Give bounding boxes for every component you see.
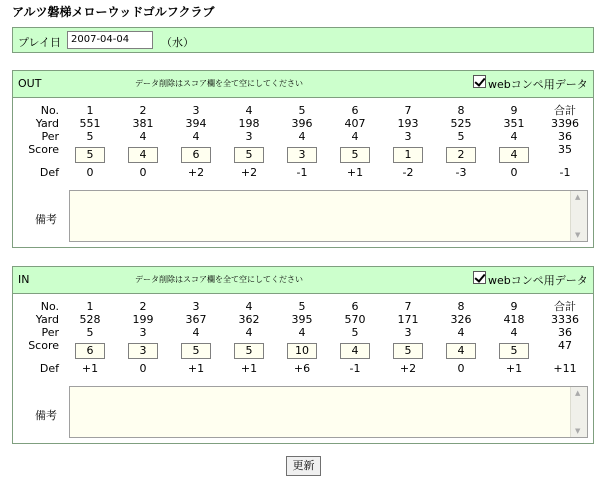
no-row-label: No. — [40, 300, 59, 313]
web-compe-checkbox-label: webコンペ用データ — [488, 78, 588, 91]
out-section-header — [13, 71, 593, 98]
yard-row-label: Yard — [35, 117, 59, 130]
no-row-label: No. — [40, 104, 59, 117]
in-par-cell: 4 — [192, 326, 200, 339]
web-compe-checkbox[interactable] — [473, 75, 486, 88]
in-par-cell: 4 — [457, 326, 465, 339]
out-no-cell: 3 — [192, 104, 200, 117]
out-yard-cell: 381 — [132, 117, 154, 130]
out-no-cell: 7 — [404, 104, 412, 117]
in-section-name: IN — [18, 273, 30, 286]
in-yard-row — [13, 313, 595, 326]
in-no-cell: 2 — [139, 300, 147, 313]
in-no-cell: 4 — [245, 300, 253, 313]
out-par-cell: 4 — [192, 130, 200, 143]
out-no-cell: 5 — [298, 104, 306, 117]
out-yard-cell: 3396 — [551, 117, 579, 130]
score-input-hole-9[interactable]: 4 — [499, 147, 529, 163]
score-input-hole-7[interactable]: 1 — [393, 147, 423, 163]
out-par-cell: 36 — [558, 130, 572, 143]
score-row-label: Score — [28, 143, 59, 156]
out-no-cell: 1 — [86, 104, 94, 117]
out-no-cell: 8 — [457, 104, 465, 117]
in-par-cell: 4 — [298, 326, 306, 339]
in-def-cell: +1 — [505, 362, 523, 375]
out-no-row — [13, 104, 595, 117]
out-def-cell: -2 — [402, 166, 414, 179]
out-par-row — [13, 130, 595, 143]
in-no-row — [13, 300, 595, 313]
in-par-cell: 4 — [510, 326, 518, 339]
in-par-cell: 3 — [404, 326, 412, 339]
out-par-cell: 4 — [351, 130, 359, 143]
score-input-hole-1[interactable]: 5 — [75, 147, 105, 163]
in-yard-cell: 326 — [450, 313, 472, 326]
in-par-cell: 5 — [351, 326, 359, 339]
score-input-hole-9[interactable]: 5 — [499, 343, 529, 359]
score-input-hole-3[interactable]: 5 — [181, 343, 211, 359]
out-no-cell: 2 — [139, 104, 147, 117]
in-def-cell: +11 — [553, 362, 577, 375]
scroll-down-arrow-icon[interactable]: ▼ — [575, 427, 581, 435]
update-button[interactable]: 更新 — [286, 456, 321, 476]
out-score-row — [13, 143, 595, 161]
out-par-cell: 4 — [510, 130, 518, 143]
in-def-cell: -1 — [349, 362, 361, 375]
score-input-hole-4[interactable]: 5 — [234, 343, 264, 359]
scroll-up-arrow-icon[interactable]: ▲ — [575, 389, 581, 397]
par-row-label: Per — [41, 326, 59, 339]
in-no-cell: 7 — [404, 300, 412, 313]
scroll-up-arrow-icon[interactable]: ▲ — [575, 193, 581, 201]
out-par-cell: 3 — [404, 130, 412, 143]
out-def-cell: -1 — [296, 166, 308, 179]
score-input-hole-7[interactable]: 5 — [393, 343, 423, 359]
in-yard-cell: 3336 — [551, 313, 579, 326]
score-input-hole-8[interactable]: 4 — [446, 343, 476, 359]
par-row-label: Per — [41, 130, 59, 143]
in-yard-cell: 199 — [132, 313, 154, 326]
in-yard-cell: 171 — [397, 313, 419, 326]
score-input-hole-4[interactable]: 5 — [234, 147, 264, 163]
score-input-hole-6[interactable]: 5 — [340, 147, 370, 163]
in-yard-cell: 395 — [291, 313, 313, 326]
out-yard-row — [13, 117, 595, 130]
yard-row-label: Yard — [35, 313, 59, 326]
out-no-cell: 4 — [245, 104, 253, 117]
in-no-cell: 8 — [457, 300, 465, 313]
weekday-label: （水） — [161, 36, 194, 49]
in-def-cell: 0 — [139, 362, 147, 375]
out-yard-cell: 394 — [185, 117, 207, 130]
score-total: 35 — [558, 143, 572, 156]
in-par-cell: 4 — [245, 326, 253, 339]
in-def-cell: 0 — [457, 362, 465, 375]
out-remarks-textarea[interactable] — [69, 190, 588, 242]
in-def-cell: +1 — [240, 362, 258, 375]
out-yard-cell: 551 — [79, 117, 101, 130]
in-no-cell: 3 — [192, 300, 200, 313]
in-remarks-textarea[interactable] — [69, 386, 588, 438]
in-par-cell: 3 — [139, 326, 147, 339]
def-row-label: Def — [39, 362, 59, 375]
in-def-cell: +1 — [81, 362, 99, 375]
remarks-label: 備考 — [35, 213, 57, 226]
out-par-cell: 4 — [139, 130, 147, 143]
out-no-cell: 9 — [510, 104, 518, 117]
delete-note: データ削除はスコア欄を全て空にしてください — [135, 79, 303, 88]
out-no-cell: 合計 — [554, 104, 576, 117]
out-def-cell: -3 — [455, 166, 467, 179]
out-def-cell: -1 — [559, 166, 571, 179]
out-def-cell: +2 — [187, 166, 205, 179]
page-title: アルツ磐梯メローウッドゴルフクラブ — [12, 5, 215, 19]
out-def-cell: +1 — [346, 166, 364, 179]
in-def-cell: +1 — [187, 362, 205, 375]
out-no-cell: 6 — [351, 104, 359, 117]
scroll-down-arrow-icon[interactable]: ▼ — [575, 231, 581, 239]
score-input-hole-2[interactable]: 3 — [128, 343, 158, 359]
in-yard-cell: 362 — [238, 313, 260, 326]
out-par-cell: 5 — [86, 130, 94, 143]
out-yard-cell: 193 — [397, 117, 419, 130]
out-def-cell: +2 — [240, 166, 258, 179]
in-no-cell: 6 — [351, 300, 359, 313]
web-compe-checkbox-label: webコンペ用データ — [488, 274, 588, 287]
in-def-cell: +2 — [399, 362, 417, 375]
out-def-cell: 0 — [139, 166, 147, 179]
in-no-cell: 9 — [510, 300, 518, 313]
remarks-scrollbar[interactable] — [570, 191, 587, 241]
play-date-label: プレイ日 — [18, 36, 62, 49]
out-yard-cell: 396 — [291, 117, 313, 130]
in-def-cell: +6 — [293, 362, 311, 375]
score-input-hole-8[interactable]: 2 — [446, 147, 476, 163]
in-par-cell: 5 — [86, 326, 94, 339]
out-par-cell: 4 — [298, 130, 306, 143]
score-input-hole-5[interactable]: 3 — [287, 147, 317, 163]
out-yard-cell: 198 — [238, 117, 260, 130]
remarks-label: 備考 — [35, 409, 57, 422]
out-yard-cell: 407 — [344, 117, 366, 130]
out-section-name: OUT — [18, 77, 42, 90]
out-def-cell: 0 — [86, 166, 94, 179]
score-total: 47 — [558, 339, 572, 352]
delete-note: データ削除はスコア欄を全て空にしてください — [135, 275, 303, 284]
in-section-header — [13, 267, 593, 294]
in-yard-cell: 528 — [79, 313, 101, 326]
in-score-row — [13, 339, 595, 357]
in-def-row — [13, 362, 595, 375]
in-no-cell: 合計 — [554, 300, 576, 313]
web-compe-checkbox[interactable] — [473, 271, 486, 284]
out-def-row — [13, 166, 595, 179]
in-par-cell: 36 — [558, 326, 572, 339]
def-row-label: Def — [39, 166, 59, 179]
remarks-scrollbar[interactable] — [570, 387, 587, 437]
out-def-cell: 0 — [510, 166, 518, 179]
in-no-cell: 5 — [298, 300, 306, 313]
out-yard-cell: 525 — [450, 117, 472, 130]
in-section — [12, 266, 594, 444]
in-yard-cell: 418 — [503, 313, 525, 326]
score-input-hole-1[interactable]: 6 — [75, 343, 105, 359]
in-yard-cell: 570 — [344, 313, 366, 326]
out-par-cell: 3 — [245, 130, 253, 143]
out-par-cell: 5 — [457, 130, 465, 143]
out-section — [12, 70, 594, 248]
in-yard-cell: 367 — [185, 313, 207, 326]
score-row-label: Score — [28, 339, 59, 352]
score-input-hole-5[interactable]: 10 — [287, 343, 317, 359]
in-par-row — [13, 326, 595, 339]
score-input-hole-6[interactable]: 4 — [340, 343, 370, 359]
out-yard-cell: 351 — [503, 117, 525, 130]
play-date-input[interactable]: 2007-04-04 — [67, 31, 153, 49]
play-date-panel — [12, 27, 594, 53]
score-input-hole-2[interactable]: 4 — [128, 147, 158, 163]
score-input-hole-3[interactable]: 6 — [181, 147, 211, 163]
in-no-cell: 1 — [86, 300, 94, 313]
